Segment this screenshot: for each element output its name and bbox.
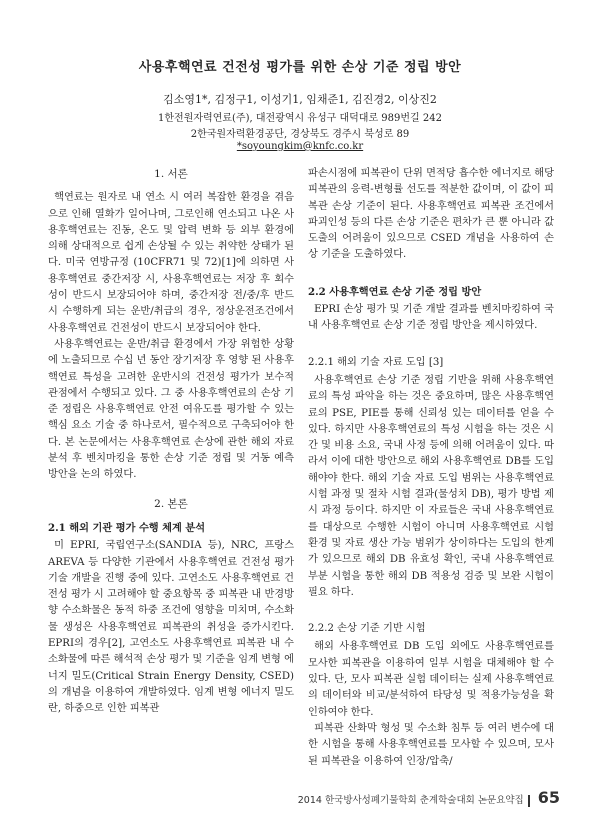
affiliation-2: 2한국원자력환경공단, 경상북도 경주시 북성로 89 — [190, 129, 410, 140]
author-list: 김소영1*, 김정구1, 이성기1, 임채준1, 김진경2, 이상진2 — [163, 93, 437, 106]
section-2-2-2-paragraph-1: 해외 사용후핵연료 DB 도입 외에도 사용후핵연료를 모사한 피복관을 이용하여 일부 시험을 대체해야 할 수 있다. 단, 모사 피복관 실험 데이터는 실제 사용후핵연료의 데이터와 비교/분석하여 타당성 및 적용가능성을 확인하여야 한다. — [308, 641, 554, 718]
intro-paragraph-1: 핵연료는 원자로 내 연소 시 여러 복잡한 환경을 겪음으로 인해 열화가 일어나며, 그로인해 연소되고 나온 사용후핵연료는 진동, 온도 및 압력 변화 등 외부 환경에 의해 상대적으로 쉽게 손상될 수 있는 취약한 상태가 된다. 미국 연방규정 (10CFR71 및 72)[1]에 의하면 사용후핵연료 중간저장 시, 사용후핵연료는 저장 후 회수성이 반드시 보장되어야 하며, 중간저장 전/중/후 반드시 수행하게 되는 운반/취급의 경우, 정상운전조건에서 사용후핵연료 건전성이 반드시 보장되어야 한다. — [48, 192, 294, 334]
page-number: 65 — [537, 788, 560, 807]
left-column — [48, 166, 294, 718]
page-footer — [298, 788, 560, 807]
corresponding-email[interactable]: *soyoungkim@knfc.co.kr — [236, 141, 364, 152]
affiliation-1: 1한전원자력연료(주), 대전광역시 유성구 대덕대로 989번길 242 — [158, 113, 442, 124]
section-2-2-2-paragraph-2: 피복관 산화막 형성 및 수소화 침투 등 여러 변수에 대한 시험을 통해 사용후핵연료를 모사할 수 있으며, 모사된 피복관을 이용하여 인장/압축/ — [308, 722, 554, 767]
section-2-1-paragraph: 미 EPRI, 국립연구소(SANDIA 등), NRC, 프랑스 AREVA 등 다양한 기관에서 사용후핵연료 건전성 평가 기술 개발을 진행 중에 있다. 고연소도 사용후핵연료 건전성 평가 시 고려해야 할 중요항목 중 피복관 내 반경방향 수소화물은 동적 하중 조건에 영향을 미치며, 수소화물 생성은 사용후핵연료 피복관의 취성을 증가시킨다. EPRI의 경우[2], 고연소도 사용후핵연료 피복관 내 수소화물에 따른 해석적 손상 평가 및 기준을 임계 변형 에너지 밀도(Critical Strain Energy Density, CSED)의 개념을 이용하여 개발하였다. 임계 변형 에너지 밀도란, 하중으로 인한 피복관 — [48, 540, 294, 715]
section-2-2-2-heading: 2.2.2 손상 기준 기반 시험 — [308, 623, 426, 635]
right-column — [308, 166, 554, 770]
intro-paragraph-2: 사용후핵연료는 운반/취급 환경에서 가장 위험한 상황에 노출되므로 수십 년 동안 장기저장 후 영향 된 사용후핵연료 특성을 고려한 운반시의 건전성 평가가 보수적 관점에서 수행되고 있다. 그 중 사용후핵연료의 손상 기준 정립은 사용후핵연료 안전 여유도를 평가할 수 있는 핵심 요소 기술 중 하나로서, 필수적으로 구축되어야 한다. 본 논문에서는 사용후핵연료 손상에 관한 해외 자료 분석 후 벤치마킹을 통한 손상 기준 정립 및 거동 예측 방안을 논의 하였다. — [48, 338, 294, 481]
section-1-heading: 1. 서론 — [154, 168, 188, 180]
section-2-2-paragraph: EPRI 손상 평가 및 기준 개발 결과를 벤치마킹하여 국내 사용후핵연료 손상 기준 정립 방안을 제시하였다. — [308, 304, 554, 332]
paper-title: 사용후핵연료 건전성 평가를 위한 손상 기준 정립 방안 — [138, 60, 462, 75]
section-2-1-heading: 2.1 해외 기관 평가 수행 체계 분석 — [48, 521, 206, 534]
section-2-2-1-paragraph: 사용후핵연료 손상 기준 정립 기반을 위해 사용후핵연료의 특성 파악을 하는 것은 중요하며, 많은 사용후핵연료의 PSE, PIE를 통해 신뢰성 있는 데이터를 얻을 수 있다. 하지만 사용후핵연료의 특성 시험을 하는 것은 시간 및 비용 소요, 국내 사정 등에 의해 어려움이 있다. 따라서 이에 대한 방안으로 해외 사용후핵연료 DB를 도입해야야 한다. 해외 기술 자료 도입 범위는 사용후핵연료 시험 과정 및 절차 시험 결과(물성치 DB), 평가 방법 제시 과정 등이다. 하지만 이 자료들은 국내 사용후핵연료를 대상으로 수행한 시험이 아니며 사용후핵연료 시험 환경 및 자료 생산 가능 범위가 상이하다는 도입의 한계가 있으므로 해외 DB 유효성 확인, 국내 사용후핵연료 부분 시험을 통한 해외 DB 적용성 검증 및 보완 시험이 필요 하다. — [308, 374, 554, 598]
footer-divider — [528, 795, 530, 807]
section-2-2-heading: 2.2 사용후핵연료 손상 기준 정립 방안 — [308, 285, 482, 298]
journal-name: 2014 한국방사성폐기물학회 춘계학술대회 논문요약집 — [297, 795, 524, 806]
section-2-2-1-heading: 2.2.1 해외 기술 자료 도입 [3] — [308, 356, 444, 368]
section-2-heading: 2. 본론 — [154, 497, 188, 510]
continued-paragraph: 파손시점에 피복관이 단위 면적당 흡수한 에너지로 해당 피복관의 응력-변형률 선도를 적분한 값이며, 이 값이 피복관 손상 기준이 된다. 사용후핵연료 피복관 조건에서 파괴인성 등의 다른 손상 기준은 편차가 큰 뿐 아니라 값 도출의 어려움이 있으므로 CSED 개념을 사용하여 손상 기준을 도출하였다. — [308, 168, 554, 261]
